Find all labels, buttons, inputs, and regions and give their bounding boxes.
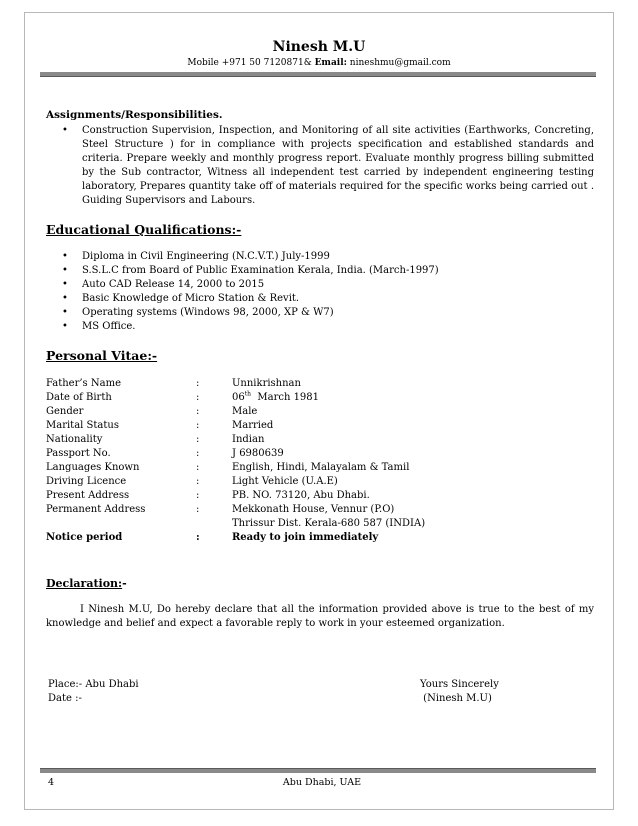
vitae-row — [46, 503, 594, 517]
assignments-list — [46, 124, 594, 208]
vitae-colon: : — [196, 532, 200, 543]
vitae-colon: : — [196, 434, 200, 445]
vitae-row — [46, 391, 594, 405]
vitae-label: Present Address — [46, 490, 130, 501]
education-item: • Diploma in Civil Engineering (N.C.V.T.) July-1999 — [46, 250, 594, 264]
resume-name: Ninesh M.U — [272, 39, 366, 55]
declaration-title-suffix: - — [122, 577, 127, 590]
vitae-heading: Personal Vitae:- — [46, 348, 158, 363]
date-line: Date :- — [48, 693, 82, 704]
assignment-item: • Construction Supervision, Inspection, and Monitoring of all site activities (Earthworks, Concreting, Steel Structure ) for in compliance with projects specification and established standards and criteria. Prepare weekly and monthly progress report. Evaluate monthly progress billing submitted by the Sub contractor, Witness all independent test carried by independent engineering testing laboratory, Prepares quantity take off of materials required for the specific works being carried out . Guiding Supervisors and Labours. — [46, 124, 594, 208]
vitae-value: Male — [232, 406, 258, 417]
email-label: Email: — [314, 58, 347, 68]
vitae-row — [46, 447, 594, 461]
vitae-row — [46, 377, 594, 391]
vitae-value: Ready to join immediately — [232, 532, 379, 543]
education-heading: Educational Qualifications:- — [46, 222, 242, 237]
vitae-colon: : — [196, 504, 200, 515]
dob-day: 06 — [232, 392, 245, 403]
vitae-colon: : — [196, 490, 200, 501]
vitae-colon: : — [196, 476, 200, 487]
education-item: • Auto CAD Release 14, 2000 to 2015 — [46, 278, 594, 292]
education-item: • S.S.L.C from Board of Public Examination Kerala, India. (March-1997) — [46, 264, 594, 278]
education-list — [46, 250, 594, 334]
declaration-title: Declaration: — [46, 577, 123, 590]
vitae-table — [46, 377, 594, 545]
vitae-row — [46, 475, 594, 489]
email-address: nineshmu@gmail.com — [346, 58, 451, 68]
vitae-label: Passport No. — [46, 448, 111, 459]
vitae-value: Unnikrishnan — [232, 378, 301, 389]
vitae-value: Married — [232, 420, 274, 431]
vitae-value: J 6980639 — [232, 448, 284, 459]
vitae-value-continued: Thrissur Dist. Kerala-680 587 (INDIA) — [232, 518, 426, 529]
vitae-colon: : — [196, 406, 200, 417]
contact-line — [0, 57, 638, 69]
vitae-label: Date of Birth — [46, 392, 112, 403]
closing-line: Yours Sincerely — [420, 679, 499, 690]
dob-month-year: March 1981 — [251, 392, 320, 403]
vitae-value: Light Vehicle (U.A.E) — [232, 476, 338, 487]
place-date — [48, 678, 139, 706]
mobile-text: Mobile +971 50 7120871& — [187, 58, 315, 68]
vitae-colon: : — [196, 448, 200, 459]
declaration-text: I Ninesh M.U, Do hereby declare that all the information provided above is true to the best of my knowledge and belief and expect a favorable reply to work in your esteemed organization. — [46, 604, 594, 629]
vitae-colon: : — [196, 420, 200, 431]
vitae-colon: : — [196, 378, 200, 389]
vitae-colon: : — [196, 392, 200, 403]
vitae-value: Indian — [232, 434, 265, 445]
vitae-value — [232, 391, 594, 405]
vitae-label: Languages Known — [46, 462, 140, 473]
vitae-label: Marital Status — [46, 420, 119, 431]
vitae-row — [46, 489, 594, 503]
footer-location: Abu Dhabi, UAE — [282, 777, 362, 788]
signatory-name: (Ninesh M.U) — [420, 693, 492, 704]
vitae-label: Notice period — [46, 532, 123, 543]
vitae-colon: : — [196, 462, 200, 473]
header-rule — [40, 72, 596, 77]
vitae-row-notice — [46, 531, 594, 545]
vitae-row — [46, 517, 594, 531]
page-number: 4 — [48, 777, 55, 788]
vitae-row — [46, 405, 594, 419]
resume-body — [46, 108, 594, 631]
place-line: Place:- Abu Dhabi — [48, 679, 139, 690]
vitae-row — [46, 419, 594, 433]
vitae-row — [46, 433, 594, 447]
vitae-value: PB. NO. 73120, Abu Dhabi. — [232, 490, 370, 501]
closing — [420, 678, 499, 706]
vitae-value: English, Hindi, Malayalam & Tamil — [232, 462, 410, 473]
vitae-label: Father’s Name — [46, 378, 121, 389]
footer-rule — [40, 768, 596, 773]
vitae-label: Driving Licence — [46, 476, 127, 487]
vitae-value: Mekkonath House, Vennur (P.O) — [232, 504, 395, 515]
vitae-label: Gender — [46, 406, 84, 417]
vitae-label: Nationality — [46, 434, 103, 445]
education-item: • MS Office. — [46, 320, 594, 334]
assignments-heading: Assignments/Responsibilities. — [46, 109, 223, 121]
education-item: • Basic Knowledge of Micro Station & Revit. — [46, 292, 594, 306]
vitae-row — [46, 461, 594, 475]
dob-suffix: th — [244, 390, 252, 398]
vitae-label: Permanent Address — [46, 504, 146, 515]
education-item: • Operating systems (Windows 98, 2000, XP & W7) — [46, 306, 594, 320]
signature-block — [48, 678, 596, 708]
declaration-heading — [46, 577, 594, 591]
